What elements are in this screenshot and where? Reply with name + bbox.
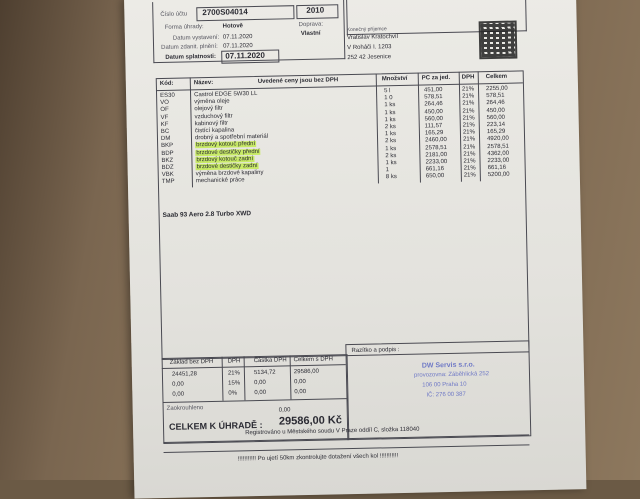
header-total: Celkem xyxy=(485,73,508,81)
cell-qty: 5 l xyxy=(383,88,391,95)
cell-unit: 650,00 xyxy=(425,173,445,180)
summary-cell: 0,00 xyxy=(294,389,307,396)
cell-qty: 1 ks xyxy=(384,131,397,138)
cell-qty: 1 xyxy=(385,167,390,174)
due-date-label: Datum splatnosti: xyxy=(165,53,217,61)
cell-total: 661,16 xyxy=(487,164,507,172)
invoice-paper xyxy=(124,0,586,499)
stamp-box xyxy=(345,340,531,440)
cell-name: olejový filtr xyxy=(194,106,223,113)
cell-code: VO xyxy=(160,100,169,107)
footer-divider xyxy=(164,444,530,453)
cell-qty: 1 ks xyxy=(384,102,396,109)
cell-qty: 8 ks xyxy=(385,174,397,181)
cell-name: Castrol EDGE 5W30 LL xyxy=(194,90,258,99)
cell-code: OF xyxy=(160,107,169,114)
cell-vat: 21% xyxy=(462,100,475,108)
registration-text: Registrováno u Městského soudu V Praze oddíl C, složka 118040 xyxy=(245,426,420,437)
cell-total: 165,29 xyxy=(486,128,506,136)
cell-unit: 111,57 xyxy=(424,123,443,130)
summary-cell: 29586,00 xyxy=(293,368,319,376)
cell-code: ES30 xyxy=(160,92,175,99)
cell-qty: 1 0 xyxy=(384,95,393,102)
cell-unit: 264,46 xyxy=(424,101,443,108)
cell-vat: 21% xyxy=(463,165,476,172)
cell-code: VBK xyxy=(161,171,174,179)
cell-vat: 21% xyxy=(462,122,475,129)
cell-name: brzdové destičky přední xyxy=(196,148,260,156)
rounding-value: 0,00 xyxy=(278,407,291,414)
cell-qty: 1 ks xyxy=(384,116,396,124)
summary-cell: 5134,72 xyxy=(253,369,276,377)
summary-cell: 21% xyxy=(227,370,240,377)
cell-unit: 578,51 xyxy=(424,94,443,101)
summary-cell: 24451,28 xyxy=(171,371,198,378)
cell-code: BKP xyxy=(161,143,174,150)
footer-warning: !!!!!!!!!!! Po ujetí 50km zkontrolujte dotažení všech kol !!!!!!!!!!! xyxy=(237,453,399,463)
payment-form-label: Forma úhrady: xyxy=(164,24,204,31)
summary-cell: 0,00 xyxy=(254,389,267,397)
total-due-label: CELKEM K ÚHRADĚ : xyxy=(168,419,263,432)
issue-date-label: Datum vystavení: xyxy=(172,34,220,42)
cell-qty: 2 ks xyxy=(385,152,397,160)
shipping-label: Doprava: xyxy=(298,21,324,29)
cell-code: BC xyxy=(160,128,170,135)
cell-total: 2233,00 xyxy=(487,157,510,165)
header-note: Uvedené ceny jsou bez DPH xyxy=(257,77,339,85)
cell-name: vzduchový filtr xyxy=(194,113,233,120)
stamp-label: Razítko a podpis : xyxy=(351,347,400,355)
cell-total: 2578,51 xyxy=(487,143,509,150)
cell-unit: 2578,51 xyxy=(425,144,448,152)
cell-vat: 21% xyxy=(462,129,476,136)
cell-total: 578,51 xyxy=(486,92,505,100)
cell-total: 2255,00 xyxy=(485,85,508,93)
summary-cell: 15% xyxy=(228,380,241,387)
recipient-label: Konečný příjemce xyxy=(346,26,387,34)
cell-unit: 450,00 xyxy=(424,108,443,116)
cell-total: 223,14 xyxy=(486,121,506,129)
cell-qty: 2 ks xyxy=(384,124,396,131)
header-name: Název: xyxy=(193,79,214,87)
cell-name: brzdový kotouč přední xyxy=(196,141,256,149)
vehicle-note: Saab 93 Aero 2.8 Turbo XWD xyxy=(162,210,252,219)
cell-name: výměna brzdové kapaliny xyxy=(195,170,264,178)
recipient-city: 252 42 Jesenice xyxy=(347,54,392,62)
cell-name: čistící kapalina xyxy=(194,127,235,135)
summary-cell: 0,00 xyxy=(294,379,306,386)
stamp-city: 106 00 Praha 10 xyxy=(422,381,467,389)
cell-unit: 451,00 xyxy=(423,87,443,94)
cell-total: 560,00 xyxy=(486,114,506,121)
recipient-street: V Roháči I. 1203 xyxy=(347,44,392,52)
cell-name: brzdový kotouč zadní xyxy=(196,155,254,164)
cell-code: VF xyxy=(160,114,169,121)
cell-name: kabinový filtr xyxy=(194,120,229,128)
issue-date-value: 07.11.2020 xyxy=(222,34,253,41)
account-label: Číslo účtu xyxy=(160,11,188,18)
cell-code: DM xyxy=(160,135,171,143)
stamp-address: provozovna: Záběhlická 252 xyxy=(413,371,490,379)
header-unit-price: PC za jed. xyxy=(421,74,451,82)
summary-header-vat: DPH xyxy=(227,358,241,365)
year-value: 2010 xyxy=(306,5,325,15)
cell-vat: 21% xyxy=(463,151,476,158)
cell-total: 4920,00 xyxy=(487,136,509,143)
cell-name: výměna oleje xyxy=(194,98,230,106)
summary-cell: 0,00 xyxy=(172,381,184,388)
total-due-value: 29586,00 Kč xyxy=(278,414,343,428)
cell-unit: 165,29 xyxy=(424,130,444,137)
summary-cell: 0,00 xyxy=(172,391,185,398)
header-qty: Množství xyxy=(381,75,408,83)
payment-form-value: Hotově xyxy=(222,23,244,30)
rounding-label: Zaokrouhleno xyxy=(166,405,204,412)
cell-name: brzdové destičky zadní xyxy=(196,162,258,171)
cell-vat: 21% xyxy=(462,108,475,115)
cell-qty: 2 ks xyxy=(385,138,397,145)
cell-vat: 21% xyxy=(462,115,475,122)
cell-unit: 2233,00 xyxy=(425,159,448,166)
cell-total: 5200,00 xyxy=(487,172,510,179)
cell-code: BDP xyxy=(161,150,174,157)
cell-unit: 2460,00 xyxy=(425,137,447,144)
cell-vat: 21% xyxy=(463,158,476,165)
header-code: Kód: xyxy=(159,80,174,88)
tax-date-value: 07.11.2020 xyxy=(223,43,253,50)
due-date-value: 07.11.2020 xyxy=(225,50,265,61)
cell-name: mechanické práce xyxy=(195,177,245,185)
cell-vat: 21% xyxy=(463,144,476,151)
cell-total: 264,46 xyxy=(486,100,505,107)
stamp-company: DW Servis s.r.o. xyxy=(421,361,475,370)
cell-vat: 21% xyxy=(463,136,476,144)
cell-qty: 1 ks xyxy=(385,160,397,167)
qr-code-icon xyxy=(479,21,518,60)
summary-cell: 0% xyxy=(228,390,238,397)
cell-name: drobný a spotřební materiál xyxy=(194,133,269,142)
cell-unit: 661,16 xyxy=(425,166,445,173)
shipping-value: Vlastní xyxy=(300,30,321,38)
summary-header-vat-amount: Částka DPH xyxy=(253,357,287,365)
cell-total: 450,00 xyxy=(486,107,505,114)
summary-header-total: Celkem s DPH xyxy=(293,356,334,364)
cell-vat: 21% xyxy=(462,93,475,100)
cell-qty: 1 ks xyxy=(385,145,397,152)
cell-total: 4362,00 xyxy=(487,150,510,157)
cell-code: BDZ xyxy=(161,164,174,171)
cell-vat: 21% xyxy=(461,86,475,93)
recipient-name: Vratislav Kratochvíl xyxy=(346,34,399,42)
cell-code: TMP xyxy=(161,179,175,186)
cell-vat: 21% xyxy=(463,172,476,180)
header-vat: DPH xyxy=(461,74,475,81)
cell-qty: 1 ks xyxy=(384,109,396,116)
account-number: 2700S04014 xyxy=(202,7,248,18)
cell-code: BKZ xyxy=(161,157,174,164)
stamp-ic: IČ: 276 00 387 xyxy=(426,391,466,399)
cell-unit: 2181,00 xyxy=(425,151,448,159)
cell-code: KF xyxy=(160,121,169,128)
tax-date-label: Datum zdanit. plnění: xyxy=(161,43,218,51)
summary-header-base: Základ bez DPH xyxy=(169,358,214,366)
cell-unit: 560,00 xyxy=(424,115,444,123)
summary-cell: 0,00 xyxy=(254,379,266,387)
